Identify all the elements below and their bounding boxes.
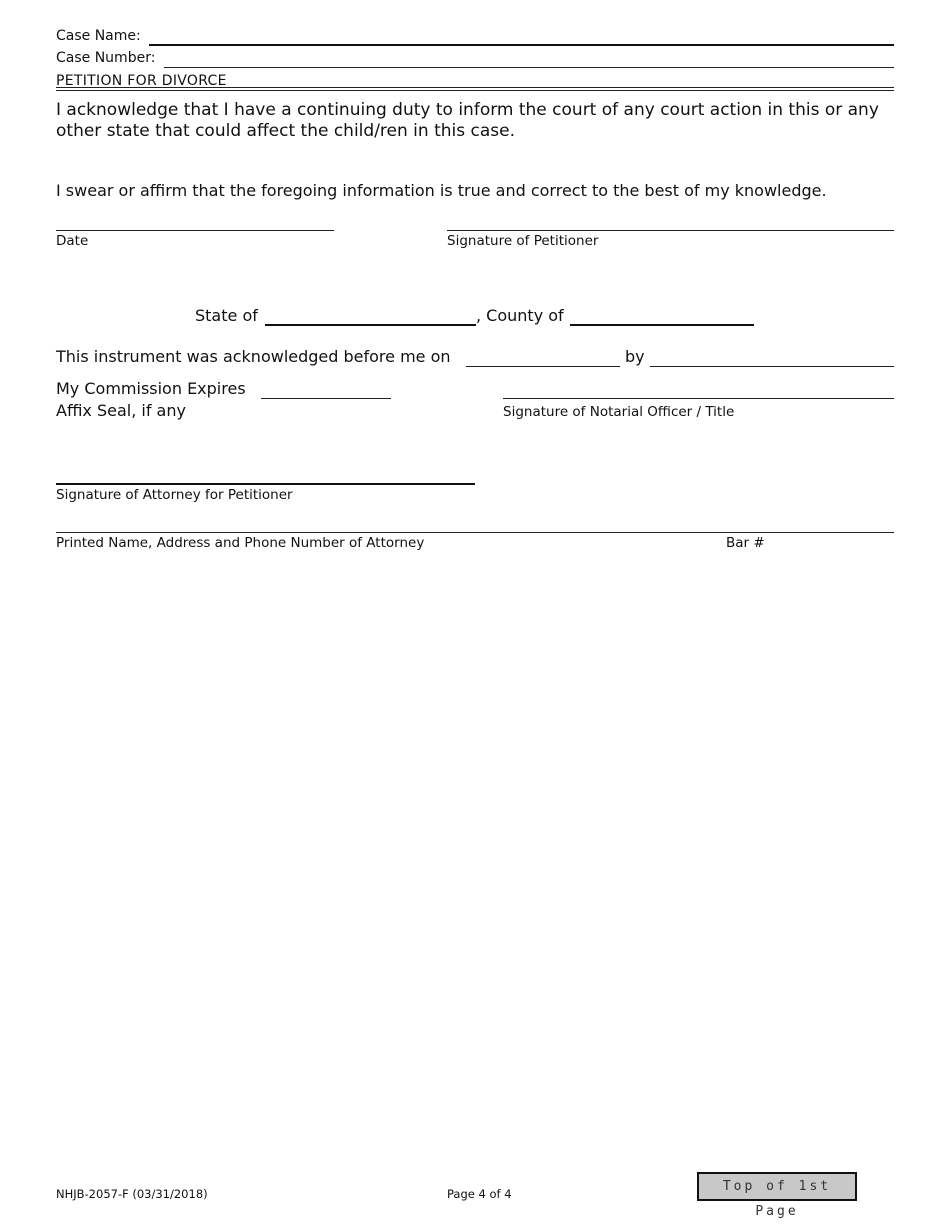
- state-field[interactable]: [266, 305, 474, 323]
- acknowledge-paragraph: I acknowledge that I have a continuing duty to inform the court of any court action in this or any other state that could affect the child/ren in this case.: [56, 100, 879, 141]
- attorney-signature-field[interactable]: [56, 464, 473, 482]
- case-name-underline: [149, 44, 894, 46]
- attorney-signature-label: Signature of Attorney for Petitioner: [56, 487, 293, 503]
- state-underline: [265, 324, 476, 326]
- commission-underline: [261, 398, 391, 399]
- case-name-label: Case Name:: [56, 28, 141, 44]
- case-number-field[interactable]: [166, 48, 892, 66]
- notary-signature-label: Signature of Notarial Officer / Title: [503, 404, 735, 420]
- acknowledged-date-field[interactable]: [467, 347, 618, 365]
- attorney-info-field[interactable]: [56, 513, 892, 531]
- acknowledged-by-underline: [650, 366, 894, 367]
- notary-signature-field[interactable]: [504, 379, 892, 397]
- printed-name-label: Printed Name, Address and Phone Number of Attorney: [56, 535, 425, 551]
- attorney-signature-underline: [56, 483, 475, 485]
- attorney-info-underline: [56, 532, 894, 533]
- petitioner-signature-label: Signature of Petitioner: [447, 233, 599, 249]
- form-id: NHJB-2057-F (03/31/2018): [56, 1187, 208, 1201]
- state-label: State of: [195, 306, 258, 325]
- county-field[interactable]: [571, 305, 752, 323]
- swear-paragraph: I swear or affirm that the foregoing information is true and correct to the best of my knowledge.: [56, 181, 827, 200]
- page-number: Page 4 of 4: [447, 1187, 512, 1201]
- date-underline: [56, 230, 334, 231]
- commission-label: My Commission Expires: [56, 379, 246, 398]
- commission-expires-field[interactable]: [262, 379, 389, 397]
- affix-seal-label: Affix Seal, if any: [56, 401, 186, 420]
- by-label: by: [625, 347, 645, 366]
- top-of-first-page-button[interactable]: Top of 1st Page: [697, 1172, 857, 1201]
- acknowledged-by-field[interactable]: [651, 347, 892, 365]
- title-rule-2: [56, 90, 894, 91]
- petitioner-signature-underline: [447, 230, 894, 231]
- date-label: Date: [56, 233, 89, 249]
- case-number-label: Case Number:: [56, 50, 156, 66]
- case-number-underline: [164, 67, 894, 68]
- petitioner-signature-field[interactable]: [448, 211, 892, 229]
- acknowledged-label: This instrument was acknowledged before me on: [56, 347, 451, 366]
- date-field[interactable]: [56, 211, 332, 229]
- bar-number-label: Bar #: [726, 535, 765, 551]
- case-name-field[interactable]: [150, 26, 892, 44]
- form-title: PETITION FOR DIVORCE: [56, 73, 227, 89]
- county-label: , County of: [476, 306, 564, 325]
- notary-signature-underline: [503, 398, 894, 399]
- county-underline: [570, 324, 754, 326]
- title-rule-1: [56, 87, 894, 88]
- acknowledged-date-underline: [466, 366, 620, 367]
